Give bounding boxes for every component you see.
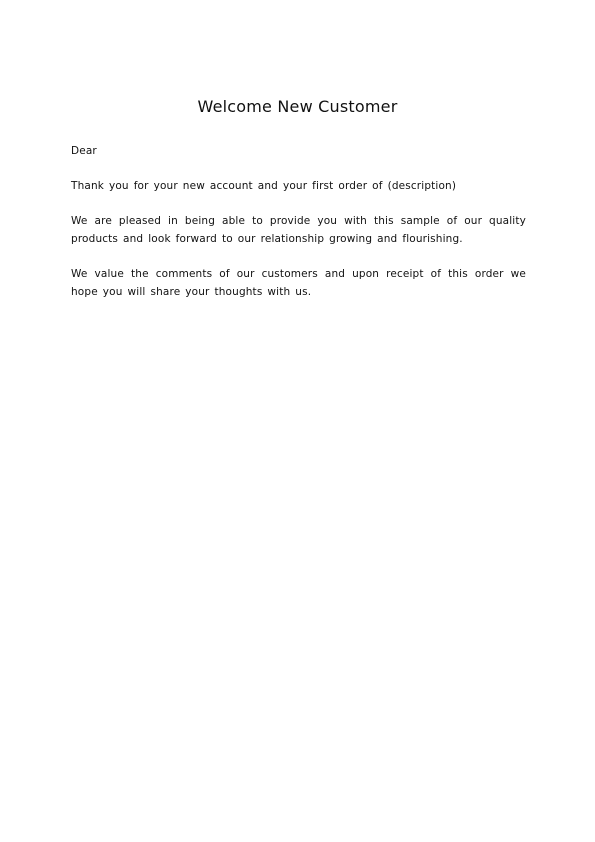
paragraph-pleased: We are pleased in being able to provide you with this sample of our quality products and look forward to our relationship growing and flourishing. [71,215,526,245]
salutation: Dear [71,145,97,157]
paragraph-comments: We value the comments of our customers and upon receipt of this order we hope you will share your thoughts with us. [71,268,526,298]
letter-title: Welcome New Customer [197,97,398,116]
paragraph-thank-you: Thank you for your new account and your first order of (description) [71,180,457,192]
